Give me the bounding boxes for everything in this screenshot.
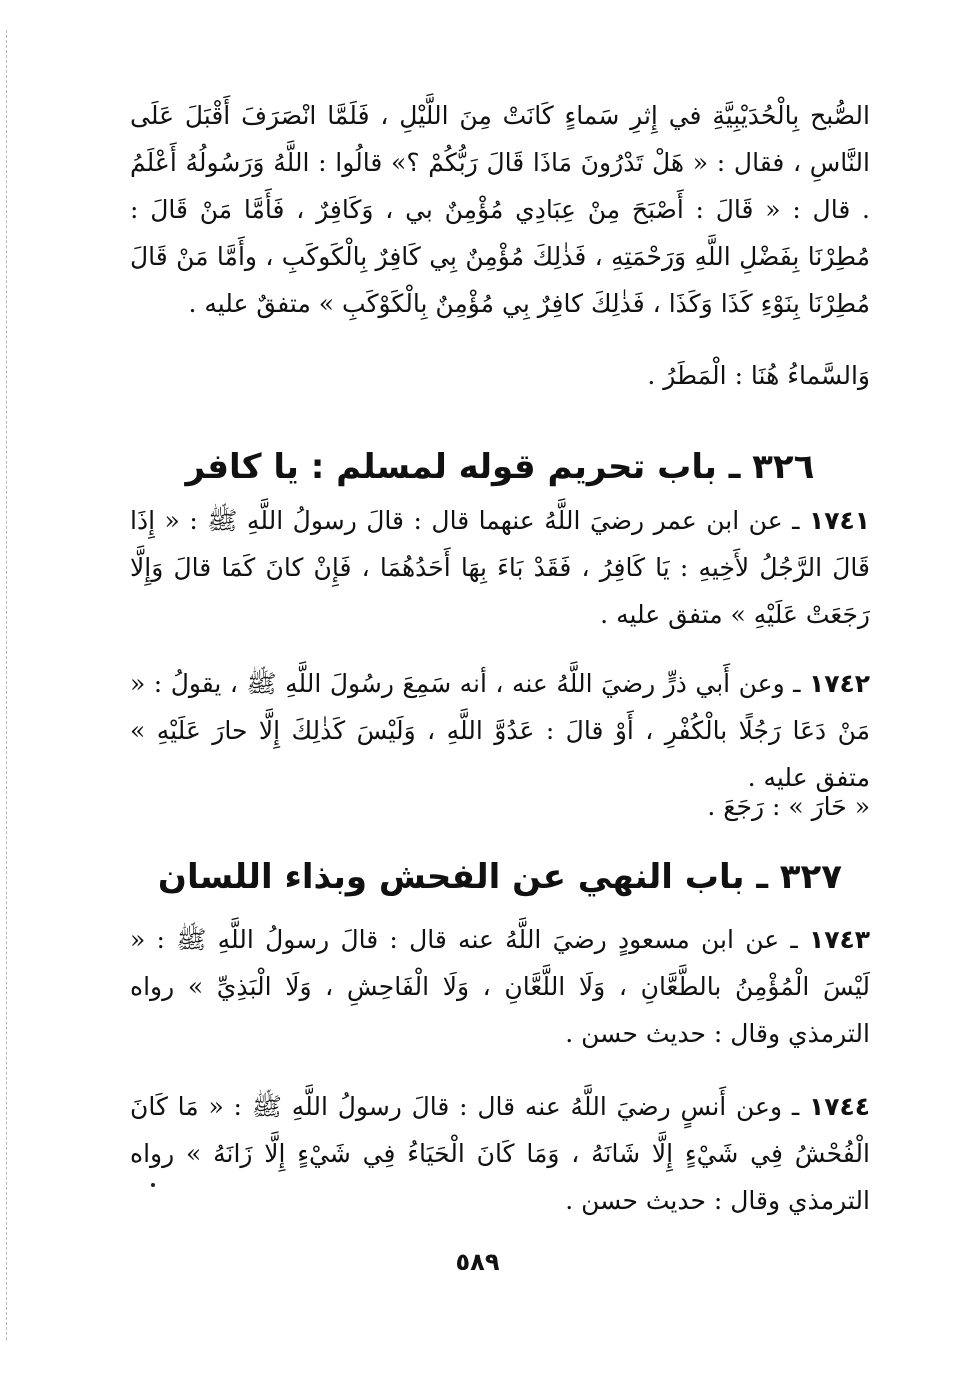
- binding-edge-line: [6, 30, 7, 1340]
- hadith-text: ـ عن ابن مسعودٍ رضيَ اللَّهُ عنه قال : قالَ رسولُ اللَّهِ ﷺ : « لَيْسَ الْمُؤْمِنُ بالطَّعَّانِ ، وَلَا اللَّعَّانِ ، وَلَا الْفَاحِشِ ، وَلَا الْبَذِيِّ » رواه الترمذي وقال : حديث حسن .: [130, 925, 870, 1048]
- intro-paragraph: [130, 92, 870, 327]
- note-text: « حَارَ » : رَجَعَ .: [707, 792, 870, 821]
- hadith-1741: [130, 497, 870, 638]
- explanatory-note: [130, 783, 870, 830]
- hadith-number: ١٧٤٣: [808, 925, 870, 954]
- hadith-1744: [130, 1083, 870, 1224]
- note-text: وَالسَّماءُ هُنَا : الْمَطَرُ .: [647, 361, 870, 390]
- chapter-heading-326: ٣٢٦ ـ باب تحريم قوله لمسلم : يا كافر: [185, 447, 815, 487]
- hadith-1742: [130, 660, 870, 801]
- hadith-1743: [130, 916, 870, 1057]
- hadith-text: ـ عن ابن عمر رضيَ اللَّهُ عنهما قال : قالَ رسولُ اللَّهِ ﷺ : « إِذَا قَالَ الرَّجُلُ لأَخِيهِ : يَا كَافِرُ ، فَقَدْ بَاءَ بِهَا أَحَدُهُمَا ، فَإِنْ كانَ كَمَا قالَ وَإِلَّا رَجَعَتْ عَلَيْهِ » متفق عليه .: [130, 506, 870, 629]
- ink-speck: [151, 1183, 155, 1187]
- hadith-number: ١٧٤٢: [808, 669, 870, 698]
- explanatory-note: [130, 352, 870, 399]
- intro-text: الصُّبح بِالْحُدَيْبِيَّةِ في إِثرِ سَماءٍ كَانَتْ مِنَ اللَّيْلِ ، فَلَمَّا انْصَرَفَ أَقْبَلَ عَلَى النَّاسِ ، فقال : « هَلْ تَدْرُونَ مَاذَا قَالَ رَبُّكُمْ ؟» قالُوا : اللَّهُ وَرَسُولُهُ أَعْلَمُ . قال : « قَالَ : أَصْبَحَ مِنْ عِبَادِي مُؤْمِنٌ بي ، وَكَافِرٌ ، فَأَمَّا مَنْ قَالَ : مُطِرْنَا بِفَضْلِ اللَّهِ وَرَحْمَتِهِ ، فَذٰلِكَ مُؤْمِنٌ بِي كَافِرٌ بِالْكَوكَبِ ، وأَمَّا مَنْ قَالَ مُطِرْنَا بِنَوْءِ كَذَا وَكَذَا ، فَذٰلِكَ كافِرٌ بِي مُؤْمِنٌ بِالْكَوْكَبِ » متفقٌ عليه .: [130, 101, 870, 318]
- chapter-heading-327: ٣٢٧ ـ باب النهي عن الفحش وبذاء اللسان: [157, 857, 843, 897]
- page-number: ٥٨٩: [455, 1248, 500, 1276]
- hadith-number: ١٧٤٤: [808, 1092, 870, 1121]
- hadith-number: ١٧٤١: [808, 506, 870, 535]
- hadith-text: ـ وعن أَبي ذرٍّ رضيَ اللَّهُ عنه ، أنه سَمِعَ رسُولَ اللَّهِ ﷺ ، يقولُ : « مَنْ دَعَا رَجُلًا بالْكُفْرِ ، أَوْ قالَ : عَدُوَّ اللَّهِ ، وَلَيْسَ كَذٰلِكَ إِلَّا حارَ عَلَيْهِ » متفق عليه .: [130, 669, 870, 792]
- hadith-text: ـ وعن أَنسٍ رضيَ اللَّهُ عنه قال : قالَ رسولُ اللَّهِ ﷺ : « مَا كَانَ الْفُحْشُ فِي شَيْءٍ إِلَّا شَانَهُ ، وَمَا كَانَ الْحَيَاءُ فِي شَيْءٍ إِلَّا زَانَهُ » رواه الترمذي وقال : حديث حسن .: [130, 1092, 870, 1215]
